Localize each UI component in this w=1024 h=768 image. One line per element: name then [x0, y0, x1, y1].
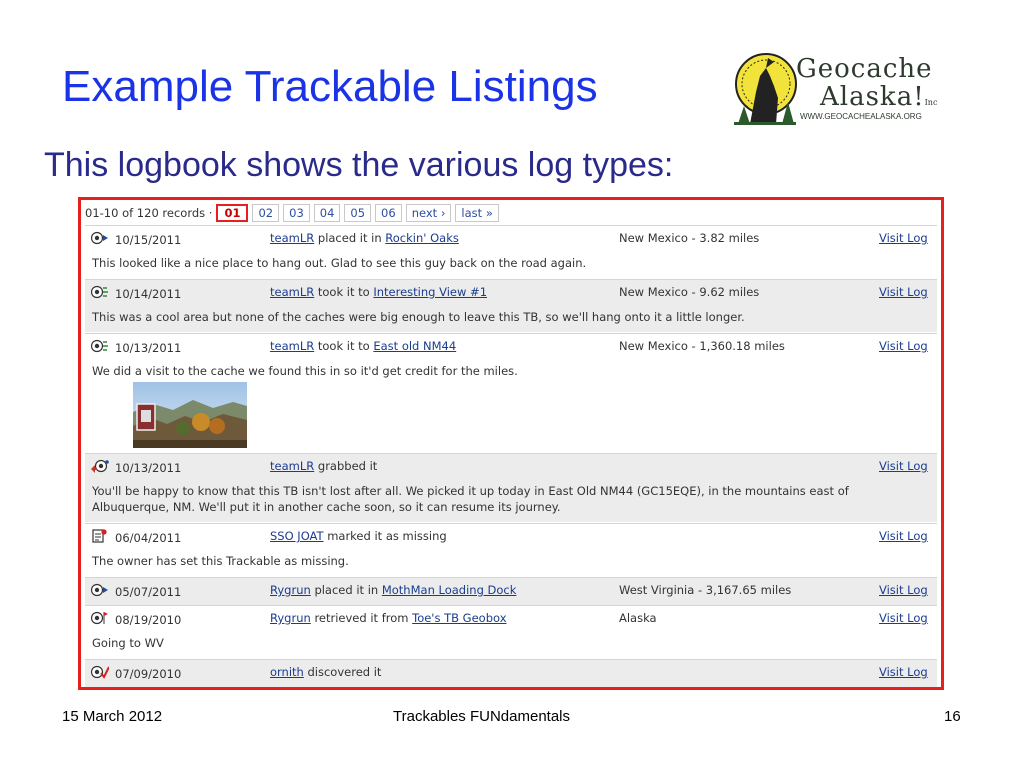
slide-subtitle: This logbook shows the various log types:: [44, 146, 674, 184]
log-date: 10/13/2011: [115, 341, 182, 355]
slide-title: Example Trackable Listings: [62, 62, 598, 111]
user-link[interactable]: teamLR: [270, 231, 315, 245]
log-date: 10/14/2011: [115, 287, 182, 301]
action-text: grabbed it: [317, 459, 378, 473]
log-entry: [85, 225, 937, 278]
log-entry: [85, 605, 937, 658]
records-count: 01-10 of 120 records ·: [85, 205, 213, 220]
grabbed-icon: [91, 459, 109, 473]
log-date: 10/15/2011: [115, 233, 182, 247]
log-date: 06/04/2011: [115, 531, 182, 545]
page-01-button[interactable]: 01: [216, 204, 248, 222]
log-date: 07/09/2010: [115, 667, 182, 681]
page-02-button[interactable]: 02: [252, 204, 279, 222]
log-entry: [85, 523, 937, 576]
dropped-off-icon: [91, 583, 109, 597]
visit-log-link[interactable]: Visit Log: [879, 285, 928, 299]
log-action: [270, 529, 447, 543]
log-entry: [85, 279, 937, 332]
log-location: New Mexico - 3.82 miles: [619, 231, 760, 245]
log-entry-header: [85, 660, 937, 686]
log-action: [270, 231, 459, 245]
user-link[interactable]: teamLR: [270, 339, 315, 353]
log-entry-header: [85, 334, 937, 360]
action-text: took it to: [317, 339, 370, 353]
log-photo-thumbnail[interactable]: [133, 382, 247, 448]
page-04-button[interactable]: 04: [314, 204, 341, 222]
log-text: Going to WV: [92, 636, 164, 650]
cache-link[interactable]: Rockin' Oaks: [385, 231, 459, 245]
visit-log-link[interactable]: Visit Log: [879, 583, 928, 597]
log-date: 10/13/2011: [115, 461, 182, 475]
log-location: West Virginia - 3,167.65 miles: [619, 583, 792, 597]
visit-log-link[interactable]: Visit Log: [879, 611, 928, 625]
dropped-off-icon: [91, 231, 109, 245]
cache-link[interactable]: MothMan Loading Dock: [381, 583, 517, 597]
user-link[interactable]: Rygrun: [270, 583, 311, 597]
howling-wolf-emblem-icon: [730, 46, 800, 130]
log-text: We did a visit to the cache we found this in so it'd get credit for the miles.: [92, 364, 518, 378]
log-entry-header: [85, 454, 937, 480]
visited-icon: [91, 339, 109, 353]
log-entry: [85, 659, 937, 687]
user-link[interactable]: SSO JOAT: [270, 529, 324, 543]
pager: [85, 203, 503, 222]
log-entry-header: [85, 578, 937, 604]
log-action: [270, 459, 377, 473]
log-action: [270, 285, 487, 299]
log-entry-header: [85, 606, 937, 632]
footer-title: Trackables FUNdamentals: [393, 708, 571, 725]
action-text: marked it as missing: [327, 529, 447, 543]
next-page-button[interactable]: next ›: [406, 204, 452, 222]
cache-link[interactable]: Toe's TB Geobox: [412, 611, 507, 625]
log-text: The owner has set this Trackable as missing.: [92, 554, 349, 568]
log-entry: [85, 577, 937, 605]
logo-line2: [820, 82, 937, 112]
log-entry-header: [85, 524, 937, 550]
action-text: retrieved it from: [314, 611, 409, 625]
cache-link[interactable]: Interesting View #1: [373, 285, 488, 299]
log-action: [270, 665, 381, 679]
last-page-button[interactable]: last »: [455, 204, 498, 222]
logo-url: WWW.GEOCACHEALASKA.ORG: [800, 112, 922, 121]
visit-log-link[interactable]: Visit Log: [879, 339, 928, 353]
log-location: New Mexico - 9.62 miles: [619, 285, 760, 299]
cache-link[interactable]: East old NM44: [373, 339, 457, 353]
log-text: You'll be happy to know that this TB isn't lost after all. We picked it up today in East Old NM44 (GC15EQE), in the mountains east of Albuquerque, NM. We'll put it in another cache soon, so it can resume its journey.: [92, 484, 849, 514]
discovered-icon: [91, 665, 109, 679]
page-05-button[interactable]: 05: [344, 204, 371, 222]
log-text: This was a cool area but none of the caches were big enough to leave this TB, so we'll hang onto it a little longer.: [92, 310, 745, 324]
retrieved-icon: [91, 611, 109, 625]
log-action: [270, 611, 507, 625]
log-entry: [85, 453, 937, 522]
marked-missing-icon: [91, 529, 109, 543]
log-action: [270, 583, 516, 597]
log-date: 05/07/2011: [115, 585, 182, 599]
logbook-screenshot: [78, 197, 944, 690]
log-date: 08/19/2010: [115, 613, 182, 627]
page-03-button[interactable]: 03: [283, 204, 310, 222]
log-action: [270, 339, 456, 353]
footer-date: 15 March 2012: [62, 708, 163, 725]
log-location: New Mexico - 1,360.18 miles: [619, 339, 785, 353]
page-06-button[interactable]: 06: [375, 204, 402, 222]
user-link[interactable]: ornith: [270, 665, 304, 679]
logo-line2-text: Alaska!: [820, 82, 925, 112]
action-text: discovered it: [307, 665, 382, 679]
action-text: placed it in: [317, 231, 382, 245]
action-text: placed it in: [314, 583, 379, 597]
user-link[interactable]: Rygrun: [270, 611, 311, 625]
visited-icon: [91, 285, 109, 299]
slide-number: 16: [944, 708, 961, 725]
log-text: This looked like a nice place to hang out. Glad to see this guy back on the road again.: [92, 256, 587, 270]
action-text: took it to: [317, 285, 370, 299]
user-link[interactable]: teamLR: [270, 459, 315, 473]
visit-log-link[interactable]: Visit Log: [879, 459, 928, 473]
visit-log-link[interactable]: Visit Log: [879, 665, 928, 679]
log-location: Alaska: [619, 611, 657, 625]
logo-inc: Inc: [924, 98, 938, 107]
logo-line1: Geocache: [796, 54, 933, 84]
visit-log-link[interactable]: Visit Log: [879, 231, 928, 245]
log-entry-header: [85, 280, 937, 306]
log-entry: [85, 333, 937, 452]
geocache-alaska-logo: [730, 46, 962, 130]
user-link[interactable]: teamLR: [270, 285, 315, 299]
log-entry-header: [85, 226, 937, 252]
visit-log-link[interactable]: Visit Log: [879, 529, 928, 543]
